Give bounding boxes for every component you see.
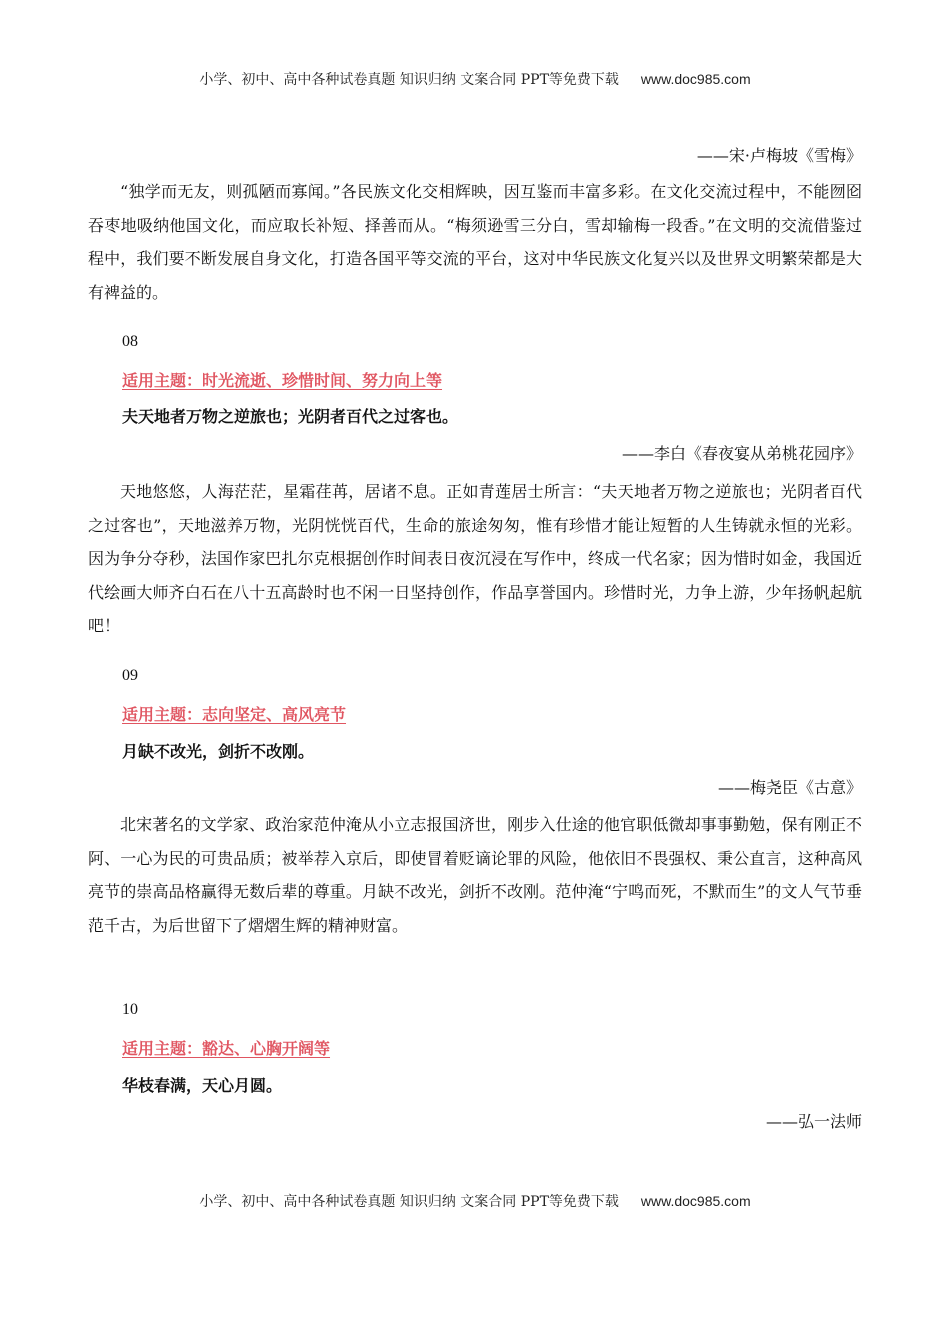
theme-heading: 适用主题：时光流逝、珍惜时间、努力向上等: [122, 371, 443, 390]
footer-site-link[interactable]: www.doc985.com: [640, 1193, 751, 1209]
citation: ——宋·卢梅坡《雪梅》: [696, 146, 862, 165]
citation: ——李白《春夜宴从弟桃花园序》: [621, 444, 862, 463]
paragraph: 天地悠悠，人海茫茫，星霜荏苒，居诸不息。正如青莲居士所言：“夫天地者万物之逆旅也；光阴者百代之过客也”，天地滋养万物，光阴恍恍百代，生命的旅途匆匆，惟有珍惜才能让短暂的人生铸就永恒的光彩。因为争分夺秒，法国作家巴扎尔克根据创作时间表日夜沉浸在写作中，终成一代名家；因为惜时如金，我国近代绘画大师齐白石在八十五高龄时也不闲一日坚持创作，作品享誉国内。珍惜时光，力争上游，少年扬帆起航吧！: [88, 482, 862, 635]
quote: 月缺不改光，剑折不改刚。: [122, 742, 315, 761]
theme-heading: 适用主题：豁达、心胸开阔等: [122, 1039, 331, 1058]
paragraph: 北宋著名的文学家、政治家范仲淹从小立志报国济世，刚步入仕途的他官职低微却事事勤勉，保有刚正不阿、一心为民的可贵品质；被举荐入京后，即使冒着贬谪论罪的风险，他依旧不畏强权、秉公直言，这种高风亮节的崇高品格赢得无数后辈的尊重。月缺不改光，剑折不改刚。范仲淹“宁鸣而死，不默而生”的文人气节垂范千古，为后世留下了熠熠生辉的精神财富。: [88, 815, 862, 935]
header-site-link[interactable]: www.doc985.com: [640, 71, 751, 87]
page-footer: [0, 1191, 950, 1211]
header-text: 小学、初中、高中各种试卷真题 知识归纳 文案合同 PPT等免费下载: [199, 72, 619, 88]
citation: ——弘一法师: [765, 1112, 862, 1131]
section-number: 10: [122, 1001, 138, 1018]
quote: 夫天地者万物之逆旅也；光阴者百代之过客也。: [122, 407, 459, 426]
section-number: 08: [122, 333, 138, 350]
citation: ——梅尧臣《古意》: [717, 778, 862, 797]
theme-heading: 适用主题：志向坚定、高风亮节: [122, 705, 347, 724]
paragraph: “独学而无友，则孤陋而寡闻。”各民族文化交相辉映，因互鉴而丰富多彩。在文化交流过程中，不能囫囵吞枣地吸纳他国文化，而应取长补短、择善而从。“梅须逊雪三分白，雪却输梅一段香。”在文明的交流借鉴过程中，我们要不断发展自身文化，打造各国平等交流的平台，这对中华民族文化复兴以及世界文明繁荣都是大有裨益的。: [88, 182, 862, 302]
footer-text: 小学、初中、高中各种试卷真题 知识归纳 文案合同 PPT等免费下载: [199, 1194, 619, 1210]
page-header: [0, 69, 950, 89]
section-number: 09: [122, 667, 138, 684]
quote: 华枝春满，天心月圆。: [122, 1076, 283, 1095]
